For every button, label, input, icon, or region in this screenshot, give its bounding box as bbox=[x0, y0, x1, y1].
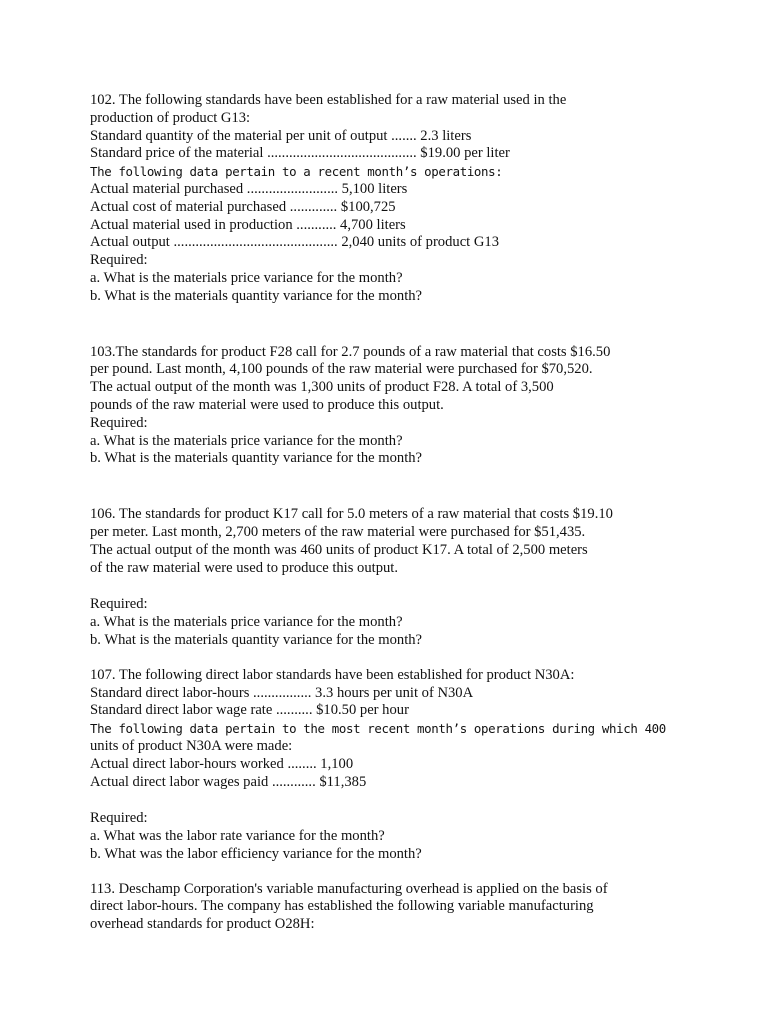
required-heading: Required: bbox=[90, 810, 148, 827]
question-a: a. What was the labor rate variance for the month? bbox=[90, 828, 385, 845]
required-heading: Required: bbox=[90, 414, 148, 431]
spacer bbox=[90, 864, 710, 881]
question-b: b. What is the materials quantity variance for the month? bbox=[90, 287, 423, 304]
document-page bbox=[90, 92, 710, 934]
problem-103 bbox=[90, 344, 710, 469]
problem-106-line: per meter. Last month, 2,700 meters of the raw material were purchased for $51,435. bbox=[90, 523, 586, 540]
problem-107-line: Actual direct labor wages paid ............ $11,385 bbox=[90, 773, 367, 790]
problem-107-line: 107. The following direct labor standards have been established for product N30A: bbox=[90, 666, 575, 683]
problem-106 bbox=[90, 506, 710, 650]
question-a: a. What is the materials price variance for the month? bbox=[90, 269, 403, 286]
problem-113 bbox=[90, 881, 710, 934]
problem-102-line: The following data pertain to a recent month’s operations: bbox=[90, 164, 503, 180]
problem-102 bbox=[90, 92, 710, 306]
problem-113-line: overhead standards for product O28H: bbox=[90, 916, 315, 933]
problem-106-line: 106. The standards for product K17 call for 5.0 meters of a raw material that costs $19.10 bbox=[90, 506, 613, 523]
required-heading: Required: bbox=[90, 596, 148, 613]
problem-113-line: direct labor-hours. The company has established the following variable manufacturing bbox=[90, 898, 594, 915]
spacer bbox=[90, 650, 710, 667]
problem-102-line: Standard price of the material ......................................... $19.00 per liter bbox=[90, 145, 510, 162]
spacer bbox=[90, 577, 710, 596]
problem-106-line: of the raw material were used to produce this output. bbox=[90, 559, 398, 576]
question-b: b. What is the materials quantity variance for the month? bbox=[90, 631, 423, 648]
problem-102-line: Standard quantity of the material per unit of output ....... 2.3 liters bbox=[90, 127, 472, 144]
problem-103-line: per pound. Last month, 4,100 pounds of the raw material were purchased for $70,520. bbox=[90, 361, 593, 378]
problem-102-line: 102. The following standards have been established for a raw material used in the bbox=[90, 92, 567, 108]
problem-107-line: units of product N30A were made: bbox=[90, 737, 293, 754]
spacer bbox=[90, 306, 710, 344]
problem-103-line: pounds of the raw material were used to produce this output. bbox=[90, 396, 444, 413]
problem-107-line: Standard direct labor-hours ................ 3.3 hours per unit of N30A bbox=[90, 684, 474, 701]
problem-102-line: Actual output ............................................. 2,040 units of product G13 bbox=[90, 234, 500, 251]
spacer bbox=[90, 791, 710, 810]
problem-103-line: The actual output of the month was 1,300 units of product F28. A total of 3,500 bbox=[90, 379, 554, 396]
problem-107-line: Standard direct labor wage rate .......... $10.50 per hour bbox=[90, 702, 409, 719]
problem-102-line: Actual material purchased ......................... 5,100 liters bbox=[90, 180, 408, 197]
spacer bbox=[90, 468, 710, 506]
required-heading: Required: bbox=[90, 252, 148, 269]
problem-107-line: Actual direct labor-hours worked ........ 1,100 bbox=[90, 755, 354, 772]
problem-103-line: 103.The standards for product F28 call for 2.7 pounds of a raw material that costs $16.50 bbox=[90, 343, 611, 360]
problem-113-line: 113. Deschamp Corporation's variable manufacturing overhead is applied on the basis of bbox=[90, 880, 608, 897]
problem-102-line: Actual material used in production ........... 4,700 liters bbox=[90, 216, 406, 233]
question-b: b. What is the materials quantity variance for the month? bbox=[90, 450, 423, 467]
problem-107 bbox=[90, 667, 710, 864]
question-a: a. What is the materials price variance for the month? bbox=[90, 432, 403, 449]
problem-102-line: production of product G13: bbox=[90, 109, 251, 126]
question-b: b. What was the labor efficiency variance for the month? bbox=[90, 845, 422, 862]
problem-106-line: The actual output of the month was 460 units of product K17. A total of 2,500 meters bbox=[90, 541, 588, 558]
problem-107-line: The following data pertain to the most recent month’s operations during which 400 bbox=[90, 721, 666, 737]
problem-102-line: Actual cost of material purchased ............. $100,725 bbox=[90, 198, 396, 215]
question-a: a. What is the materials price variance for the month? bbox=[90, 614, 403, 631]
